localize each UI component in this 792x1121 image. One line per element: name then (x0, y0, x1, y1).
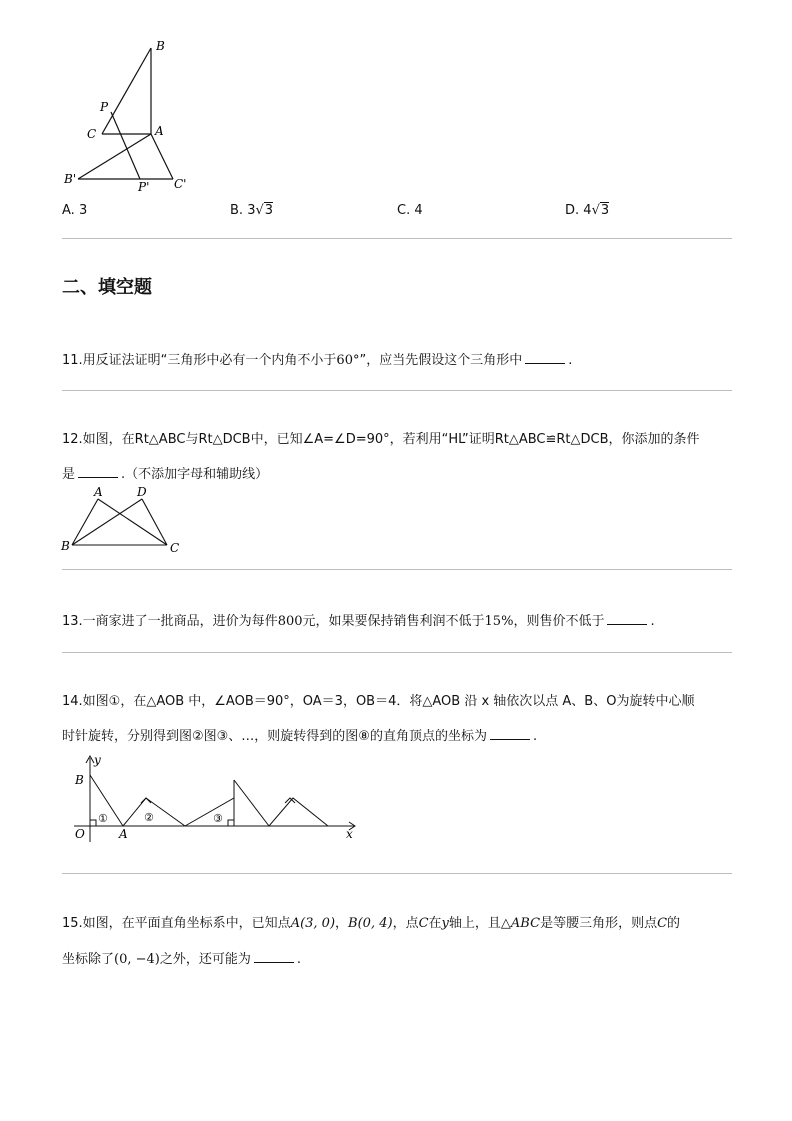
segment-BC (102, 48, 151, 134)
triangle-2 (123, 798, 185, 826)
q12-figure (60, 484, 190, 559)
q14-figure (70, 752, 370, 844)
answer-blank-15[interactable] (254, 950, 294, 963)
label-B: B (61, 539, 70, 553)
label-A: A (94, 485, 103, 499)
label-figure-1: ① (98, 812, 108, 825)
question-12-line1: 12.如图，在Rt△ABC与Rt△DCB中，已知∠A=∠D=90°，若利用“HL”证明Rt△ABC≌Rt△DCB，你添加的条件 (62, 432, 700, 447)
answer-blank-11[interactable] (525, 351, 565, 364)
question-15-line2: 坐标除了(0, −4)之外，还可能为 . (62, 952, 302, 967)
label-figure-2: ② (144, 811, 154, 824)
label-O: O (75, 827, 85, 841)
answer-blank-12[interactable] (78, 465, 118, 478)
question-11: 11.用反证法证明“三角形中必有一个内角不小于60°”，应当先假设这个三角形中 . (62, 353, 573, 368)
segment-DC (142, 499, 167, 545)
label-y: y (94, 753, 101, 767)
question-12-line2: 是 .（不添加字母和辅助线） (62, 467, 269, 482)
question-14-line2: 时针旋转，分别得到图②图③、…，则旋转得到的图⑧的直角顶点的坐标为 . (62, 729, 538, 744)
question-13: 13.一商家进了一批商品，进价为每件800元，如果要保持销售利润不低于15%，则售价不低于 . (62, 614, 655, 629)
option-a[interactable]: A. 3 (62, 203, 88, 218)
segment-PP-prime (111, 112, 140, 179)
option-c[interactable]: C. 4 (397, 203, 423, 218)
label-x: x (346, 827, 353, 841)
label-C-prime: C' (174, 177, 187, 191)
triangle-4 (234, 780, 328, 826)
option-d[interactable]: D. 4√3 (565, 203, 610, 218)
triangle-1-right-angle (90, 820, 96, 826)
q10-figure (60, 38, 200, 198)
section-title: 二、填空题 (62, 277, 152, 298)
divider (62, 652, 732, 653)
label-B-prime: B' (64, 172, 77, 186)
label-C: C (170, 541, 180, 555)
option-b[interactable]: B. 3√3 (230, 203, 274, 218)
divider (62, 873, 732, 874)
triangle-3 (185, 798, 234, 826)
answer-blank-14[interactable] (490, 727, 530, 740)
label-D: D (137, 485, 147, 499)
question-14-line1: 14.如图①，在△AOB 中，∠AOB＝90°，OA＝3，OB＝4．将△AOB 沿 x 轴依次以点 A、B、O为旋转中心顺 (62, 694, 695, 709)
label-A: A (155, 124, 164, 138)
segment-AC-prime (151, 134, 173, 179)
segment-BD (72, 499, 142, 545)
label-P-prime: P' (138, 180, 150, 194)
divider (62, 238, 732, 239)
label-figure-3: ③ (213, 812, 223, 825)
label-A: A (119, 827, 128, 841)
answer-blank-13[interactable] (607, 612, 647, 625)
label-B: B (75, 773, 84, 787)
divider (62, 569, 732, 570)
divider (62, 390, 732, 391)
label-C: C (87, 127, 97, 141)
triangle-3-right-angle (228, 820, 234, 826)
question-15-line1: 15.如图，在平面直角坐标系中，已知点A(3, 0)，B(0, 4)，点C在y轴上，且△ABC是等腰三角形，则点C的 (62, 916, 681, 931)
segment-BA (72, 499, 98, 545)
label-P: P (100, 100, 109, 114)
label-B: B (156, 39, 165, 53)
